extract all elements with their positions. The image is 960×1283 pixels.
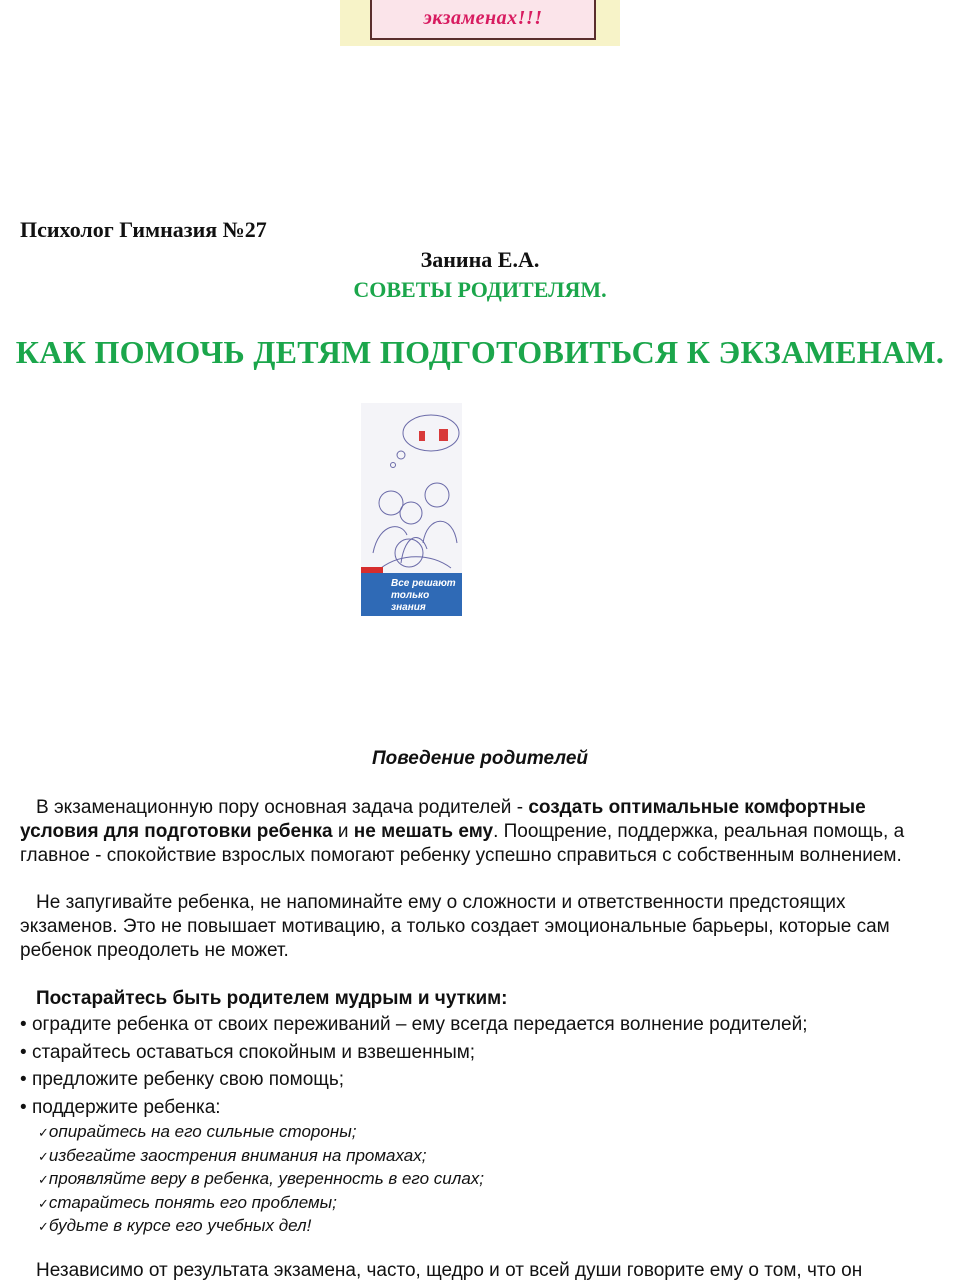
list-item: • предложите ребенку свою помощь; <box>20 1066 940 1094</box>
check-text: старайтесь понять его проблемы; <box>48 1192 337 1212</box>
subtitle: СОВЕТЫ РОДИТЕЛЯМ. <box>353 277 607 302</box>
cover-caption-line1: Все решают <box>391 578 456 589</box>
paragraph-regardless: Независимо от результата экзамена, часто, щедро и от всей души говорите ему о том, что он <box>36 1260 863 1281</box>
paragraph-dont-scare: Не запугивайте ребенка, не напоминайте ему о сложности и ответственности предстоящих экзаменов. Это не повышает мотивацию, а только создает эмоциональные барьеры, которые сам ребенок преодолеть не может. <box>20 892 890 961</box>
top-banner <box>340 0 620 46</box>
top-banner-frame <box>370 0 596 40</box>
list-item: • поддержите ребенка: <box>20 1094 940 1122</box>
p1-text-a: В экзаменационную пору основная задача родителей - <box>36 797 529 818</box>
check-text: проявляйте веру в ребенка, уверенность в его силах; <box>48 1169 485 1188</box>
p1-bold-conditions: создать оптимальные комфортные условия для подготовки ребенка <box>20 797 866 842</box>
checkmark-icon: ✓ <box>38 1172 49 1187</box>
list-item <box>38 1192 484 1216</box>
cover-caption <box>391 578 461 614</box>
checkmark-icon: ✓ <box>38 1148 49 1164</box>
p1-text-d: . Поощрение, поддержка, реальная помощь, а главное - спокойствие взрослых помогают ребенку успешно справиться с собственным волнением. <box>20 821 905 866</box>
check-text: будьте в курсе его учебных дел! <box>48 1216 312 1235</box>
checkmark-icon: ✓ <box>38 1219 49 1234</box>
lead-wise-parent: Постарайтесь быть родителем мудрым и чутким: <box>36 988 508 1009</box>
check-text: опирайтесь на его сильные стороны; <box>48 1122 357 1141</box>
list-item: • старайтесь оставаться спокойным и взвешенным; <box>20 1039 940 1067</box>
p1-bold-dont-disturb: не мешать ему <box>353 821 494 842</box>
section-title: Поведение родителей <box>371 748 589 769</box>
p1-text-c: и <box>332 821 354 842</box>
book-cover-image <box>361 403 462 616</box>
checkmark-icon: ✓ <box>38 1195 49 1211</box>
advice-bullet-list <box>20 1011 940 1121</box>
page-title: КАК ПОМОЧЬ ДЕТЯМ ПОДГОТОВИТЬСЯ К ЭКЗАМЕНАМ. <box>15 334 945 370</box>
list-item <box>38 1215 484 1239</box>
checkmark-icon: ✓ <box>38 1125 49 1140</box>
school-line: Психолог Гимназия №27 <box>20 217 267 242</box>
list-item <box>38 1145 484 1169</box>
support-check-list <box>38 1121 484 1239</box>
paragraph-main-task <box>20 796 940 868</box>
list-item: • оградите ребенка от своих переживаний – ему всегда передается волнение родителей; <box>20 1011 940 1039</box>
top-banner-text: экзаменах!!! <box>423 7 543 29</box>
check-text: избегайте заострения внимания на промахах; <box>48 1145 427 1165</box>
cover-caption-line2: только знания <box>391 590 430 613</box>
list-item <box>38 1168 484 1192</box>
list-item <box>38 1121 484 1145</box>
author-line: Занина Е.А. <box>420 247 540 272</box>
